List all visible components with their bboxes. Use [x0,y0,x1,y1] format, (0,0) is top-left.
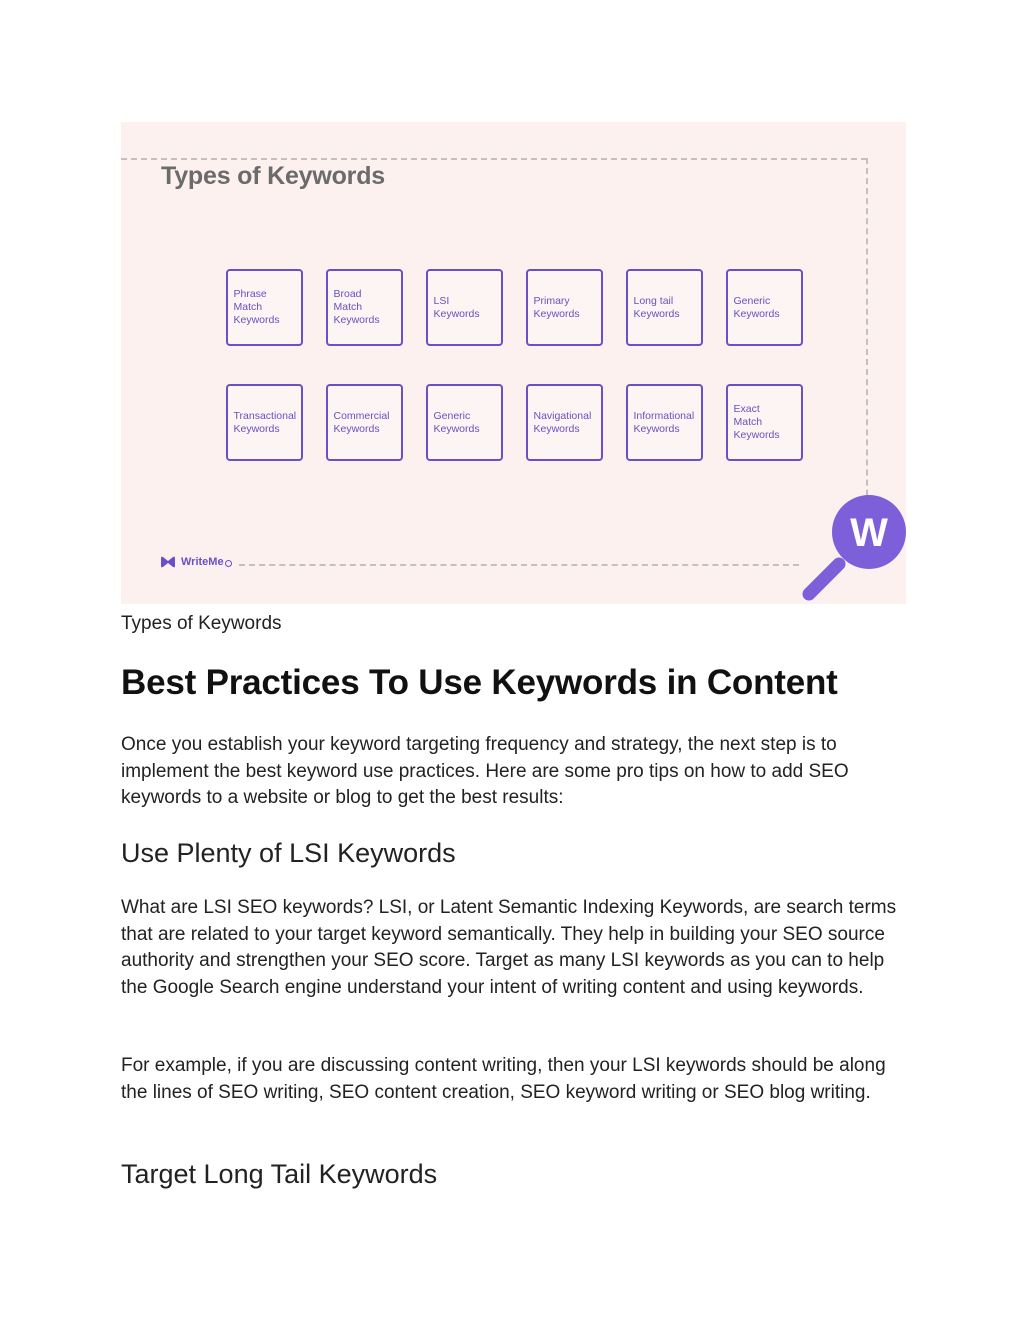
dashed-border-bottom [239,564,799,566]
keyword-label: Primary Keywords [533,294,580,320]
magnifier-logo-icon [797,494,906,604]
keyword-label: Generic Keywords [733,294,780,320]
keyword-card [526,269,603,346]
keywords-infographic [121,122,906,604]
writeme-logo-icon [160,556,176,568]
keyword-card [426,269,503,346]
keyword-card [726,384,803,461]
brand-name: WriteMe [181,556,224,568]
keyword-card [726,269,803,346]
keyword-label: Generic Keywords [433,409,480,435]
keyword-card [326,269,403,346]
infographic-title: Types of Keywords [161,162,385,190]
dashed-border-top [121,158,867,160]
keyword-card [626,269,703,346]
keyword-label: LSI Keywords [433,294,480,320]
keyword-label: Informational Keywords [633,409,695,435]
keyword-card [426,384,503,461]
keyword-label: Commercial Keywords [333,409,390,435]
keyword-grid [226,269,803,461]
section-heading-lsi: Use Plenty of LSI Keywords [121,838,456,868]
keyword-card [226,384,303,461]
keyword-card [526,384,603,461]
lsi-paragraph: What are LSI SEO keywords? LSI, or Latent Semantic Indexing Keywords, are search terms that are related to your target keyword semantically. They help in building your SEO source authority and strengthen your SEO score. Target as many LSI keywords as you can to help the Google Search engine understand your intent of writing content and using keywords. [121,897,897,998]
keyword-label: Long tail Keywords [633,294,680,320]
keyword-label: Exact Match Keywords [733,403,780,441]
lsi-example-paragraph: For example, if you are discussing content writing, then your LSI keywords should be along the lines of SEO writing, SEO content creation, SEO keyword writing or SEO blog writing. [121,1055,886,1103]
page-heading: Best Practices To Use Keywords in Content [121,663,838,702]
figure-caption: Types of Keywords [121,613,282,634]
logo-letter: W [850,511,888,555]
keyword-label: Transactional Keywords [233,409,297,435]
brand-logo [160,556,232,568]
keyword-label: Phrase Match Keywords [233,288,280,326]
keyword-card [226,269,303,346]
intro-paragraph: Once you establish your keyword targeting frequency and strategy, the next step is to implement the best keyword use practices. Here are some pro tips on how to add SEO keywords to a website or blog to get the best results: [121,734,849,808]
keyword-label: Navigational Keywords [533,409,592,435]
brand-dot-icon [225,560,232,567]
keyword-card [326,384,403,461]
section-heading-long-tail: Target Long Tail Keywords [121,1159,438,1189]
keyword-label: Broad Match Keywords [333,288,380,326]
keyword-card [626,384,703,461]
